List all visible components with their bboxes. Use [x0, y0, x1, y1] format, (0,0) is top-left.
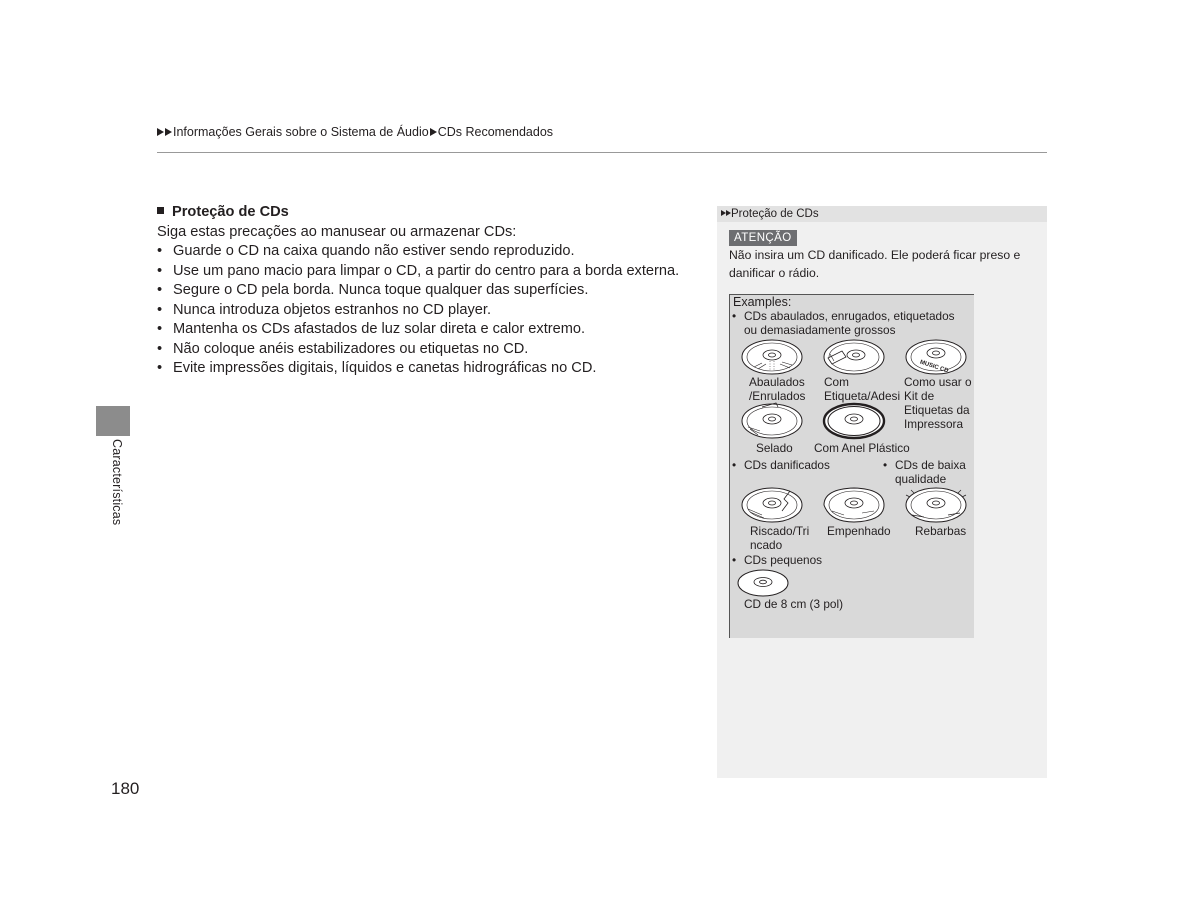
sidebar-heading	[721, 206, 819, 222]
breadcrumb-arrow-icon	[157, 128, 164, 136]
disc-caption: Etiqueta/Adesi	[824, 389, 901, 403]
warped-disc-icon	[740, 337, 804, 377]
disc-caption: Abaulados	[749, 375, 805, 389]
breadcrumb	[157, 125, 553, 139]
disc-caption: Rebarbas	[915, 524, 967, 538]
disc-caption: Empenhado	[827, 524, 891, 538]
caution-badge: ATENÇÃO	[729, 230, 797, 246]
breadcrumb-item[interactable]: Informações Gerais sobre o Sistema de Áudio	[173, 125, 429, 139]
disc-caption: ncado	[750, 538, 783, 552]
disc-caption: Com	[824, 375, 849, 389]
section-heading	[157, 203, 717, 223]
intro-text: Siga estas precações ao manusear ou armazenar CDs:	[157, 223, 517, 240]
bent-disc-icon	[822, 485, 886, 525]
list-item: • Evite impressões digitais, líquidos e canetas hidrográficas no CD.	[157, 359, 717, 379]
disc-caption: Selado	[756, 441, 793, 455]
list-item: • Nunca introduza objetos estranhos no CD player.	[157, 301, 717, 321]
list-item: • Não coloque anéis estabilizadores ou etiquetas no CD.	[157, 340, 717, 360]
breadcrumb-arrow-icon	[430, 128, 437, 136]
square-bullet-icon	[157, 207, 164, 214]
header-divider	[157, 152, 1047, 153]
disc-caption: Impressora	[904, 417, 964, 431]
breadcrumb-item[interactable]: CDs Recomendados	[437, 125, 554, 139]
group-label: CDs pequenos	[744, 553, 823, 567]
disc-label-text: MUSIC CD	[918, 359, 950, 375]
labeled-disc-icon	[822, 337, 886, 377]
disc-caption: Com Anel Plástico	[814, 441, 910, 455]
bullet-icon: •	[732, 309, 737, 323]
sealed-disc-icon	[740, 401, 804, 441]
disc-caption: Kit de	[904, 389, 935, 403]
bullet-icon: •	[883, 458, 888, 472]
bullet-icon: •	[732, 553, 737, 567]
group-label: ou demasiadamente grossos	[744, 323, 896, 337]
caution-line: danificar o rádio.	[729, 265, 820, 280]
sidebar-heading-text: Proteção de CDs	[731, 208, 819, 220]
caution-line: Não insira um CD danificado. Ele poderá ficar preso e	[729, 248, 1021, 262]
disc-caption: Etiquetas da	[904, 403, 970, 417]
small-disc-icon	[736, 568, 790, 598]
printed-label-disc-icon	[904, 337, 968, 377]
plastic-ring-disc-icon	[822, 401, 886, 441]
bullet-icon: •	[732, 458, 737, 472]
examples-title: Examples:	[733, 295, 792, 309]
breadcrumb-arrow-icon	[165, 128, 172, 136]
burred-disc-icon	[904, 485, 968, 525]
list-item: • Guarde o CD na caixa quando não estiver sendo reproduzido.	[157, 242, 717, 262]
list-item: • Use um pano macio para limpar o CD, a partir do centro para a borda externa.	[157, 262, 717, 282]
list-item: • Mantenha os CDs afastados de luz solar direta e calor extremo.	[157, 320, 717, 340]
group-label: CDs danificados	[744, 458, 830, 472]
section-title: Proteção de CDs	[172, 204, 289, 220]
scratched-disc-icon	[740, 485, 804, 525]
disc-caption: CD de 8 cm (3 pol)	[744, 597, 843, 611]
examples-box	[729, 294, 974, 638]
disc-caption: Como usar o	[904, 375, 972, 389]
chapter-tab-label: Características	[110, 439, 124, 526]
page-number: 180	[111, 779, 140, 798]
disc-caption: Riscado/Tri	[750, 524, 810, 538]
caution-text	[729, 247, 1041, 282]
group-label: qualidade	[895, 472, 947, 486]
list-item: • Segure o CD pela borda. Nunca toque qualquer das superfícies.	[157, 281, 717, 301]
group-label: CDs abaulados, enrugados, etiquetados	[744, 309, 955, 323]
disc-caption: /Enrulados	[749, 389, 806, 403]
chapter-tab-marker	[96, 406, 130, 436]
group-label: CDs de baixa	[895, 458, 966, 472]
precaution-list	[157, 242, 717, 379]
main-content	[157, 203, 717, 379]
